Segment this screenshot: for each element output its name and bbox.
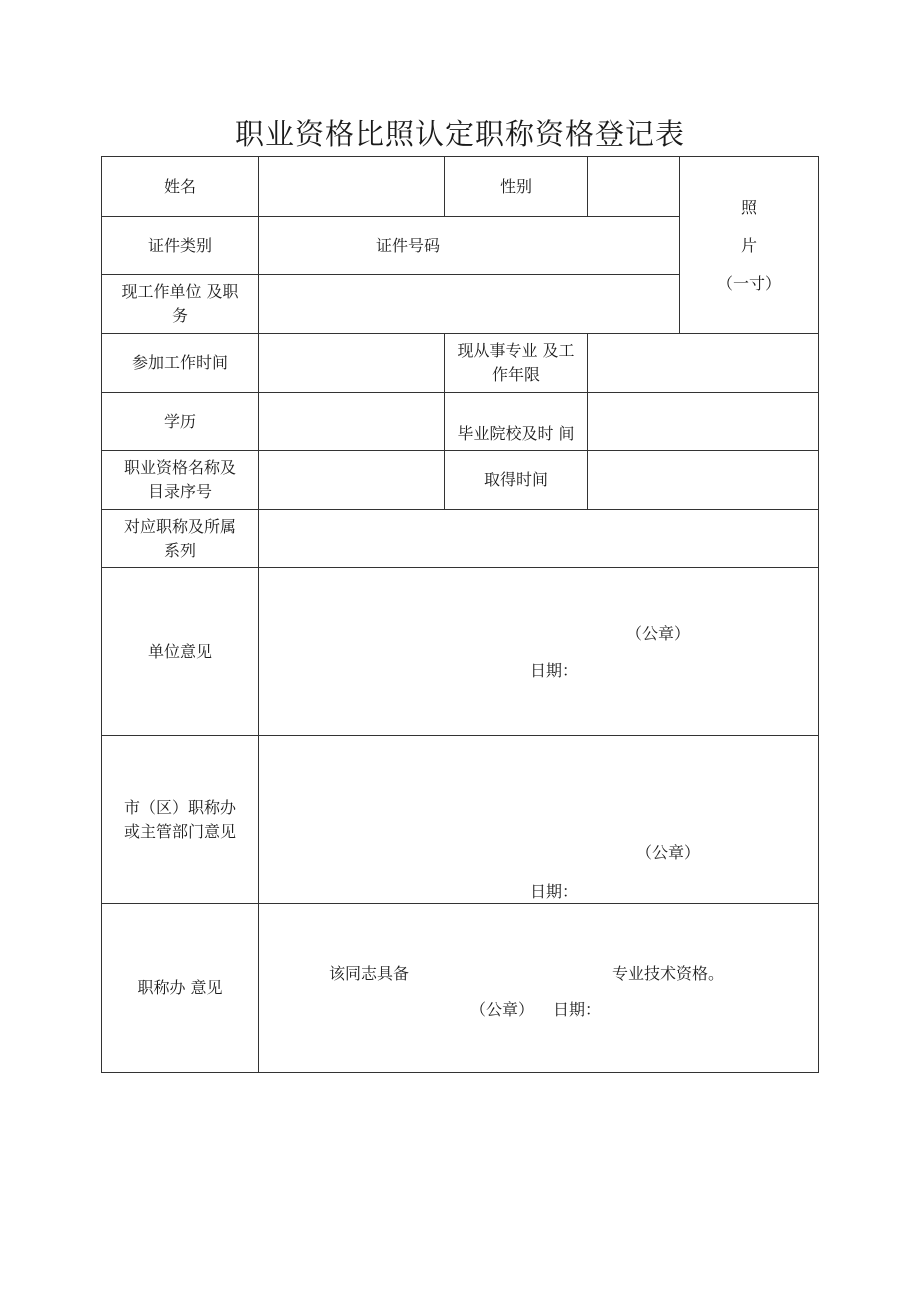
unit-opinion-date: 日期：	[530, 661, 579, 680]
id-type-field[interactable]	[258, 216, 680, 275]
gender-label: 性别	[444, 156, 588, 217]
dept-opinion-field[interactable]	[258, 735, 819, 904]
unit-opinion-seal: （公章）	[626, 624, 691, 643]
start-work-field[interactable]	[258, 333, 445, 393]
qualification-label: 职业资格名称及 目录序号	[101, 450, 259, 510]
start-work-label: 参加工作时间	[101, 333, 259, 393]
registration-form	[101, 156, 819, 1073]
major-years-field[interactable]	[587, 333, 819, 393]
dept-opinion-date: 日期：	[530, 882, 579, 901]
gender-field[interactable]	[587, 156, 680, 217]
photo-label-line1: 照	[740, 198, 757, 217]
unit-opinion-label: 单位意见	[101, 567, 259, 736]
form-title: 职业资格比照认定职称资格登记表	[234, 117, 685, 151]
office-opinion-field[interactable]	[258, 903, 819, 1073]
qualification-field[interactable]	[258, 450, 445, 510]
name-label: 姓名	[101, 156, 259, 217]
photo-size-note: （一寸）	[716, 274, 781, 293]
office-statement-prefix: 该同志具备	[329, 964, 410, 983]
obtained-label: 取得时间	[444, 450, 588, 510]
photo-box[interactable]	[679, 156, 819, 334]
office-opinion-date: 日期：	[553, 1000, 602, 1019]
dept-opinion-seal: （公章）	[636, 843, 701, 862]
dept-opinion-label: 市（区）职称办 或主管部门意见	[101, 735, 259, 904]
title-series-label: 对应职称及所属 系列	[101, 509, 259, 568]
name-field[interactable]	[258, 156, 445, 217]
unit-opinion-field[interactable]	[258, 567, 819, 736]
office-opinion-seal: （公章）	[470, 1000, 535, 1019]
office-statement-suffix: 专业技术资格。	[612, 964, 725, 983]
major-years-label: 现从事专业 及工 作年限	[444, 333, 588, 393]
obtained-field[interactable]	[587, 450, 819, 510]
school-label: 毕业院校及时 间	[444, 392, 588, 451]
id-number-label: 证件号码	[376, 235, 441, 255]
workplace-field[interactable]	[258, 274, 680, 334]
education-field[interactable]	[258, 392, 445, 451]
id-type-label: 证件类别	[101, 216, 259, 275]
school-field[interactable]	[587, 392, 819, 451]
photo-label-line2: 片	[740, 236, 757, 255]
education-label: 学历	[101, 392, 259, 451]
title-series-field[interactable]	[258, 509, 819, 568]
workplace-label: 现工作单位 及职 务	[101, 274, 259, 334]
office-opinion-label: 职称办 意见	[101, 903, 259, 1073]
